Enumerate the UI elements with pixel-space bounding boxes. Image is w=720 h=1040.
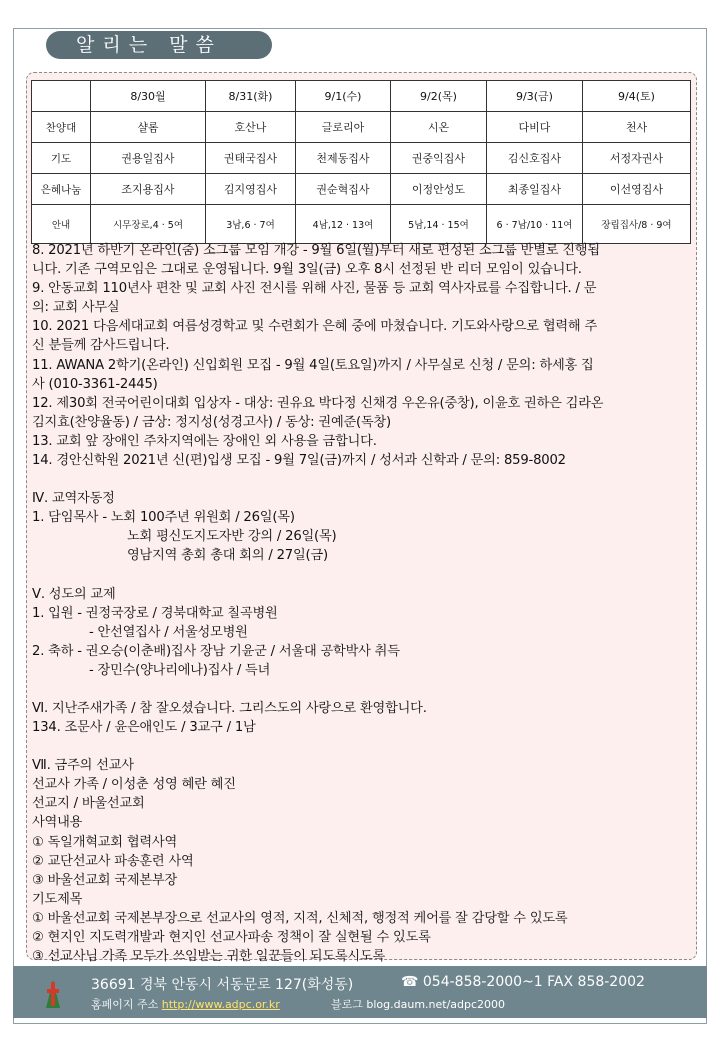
- table-header-row: [32, 81, 691, 112]
- announcement-line: 의: 교회 사무실: [32, 300, 120, 316]
- table-cell: 이선영집사: [583, 174, 691, 205]
- section-heading: Ⅴ. 성도의 교제: [32, 586, 116, 602]
- table-cell: 글로리아: [296, 112, 391, 143]
- table-cell: 권태국집사: [206, 143, 296, 174]
- row-header: 찬양대: [32, 112, 91, 143]
- announcement-line: 8. 2021년 하반기 온라인(줌) 소그룹 모임 개강 - 9월 6일(월)부터 새로 편성된 소그룹 반별로 진행됩: [32, 243, 600, 258]
- table-cell: [32, 81, 91, 112]
- blog-address: 블로그 blog.daum.net/adpc2000: [331, 998, 506, 1011]
- table-cell: 9/2(목): [391, 81, 487, 112]
- table-cell: 8/30월: [91, 81, 206, 112]
- section-heading: Ⅶ. 금주의 선교사: [32, 758, 134, 774]
- section-line: 노회 평신도지도자반 강의 / 26일(목): [127, 529, 337, 545]
- section-line: ① 바울선교회 국제본부장으로 선교사의 영적, 지적, 신체적, 행정적 케어를 잘 감당할 수 있도록: [32, 910, 568, 926]
- announcement-body: [32, 241, 696, 966]
- section-line: 1. 입원 - 권정국장로 / 경북대학교 칠곡병원: [32, 605, 278, 621]
- table-row: [32, 143, 691, 174]
- section-line: 134. 조문사 / 윤은애인도 / 3교구 / 1남: [32, 720, 256, 736]
- table-cell: 서정자권사: [583, 143, 691, 174]
- table-cell: 5남,14 · 15여: [391, 205, 487, 244]
- church-phone: ☎ 054-858-2000~1 FAX 858-2002: [401, 974, 645, 990]
- homepage-label: 홈페이지 주소: [91, 998, 159, 1011]
- table-cell: 이정안성도: [391, 174, 487, 205]
- table-cell: 시온: [391, 112, 487, 143]
- table-cell: 천제동집사: [296, 143, 391, 174]
- section-line: ③ 바울선교회 국제본부장: [32, 872, 177, 888]
- table-cell: 시무장로,4 · 5여: [91, 205, 206, 244]
- section-line: ② 현지인 지도력개발과 현지인 선교사파송 정책이 잘 실현될 수 있도록: [32, 930, 431, 945]
- table-cell: 호산나: [206, 112, 296, 143]
- table-cell: 9/4(토): [583, 81, 691, 112]
- table-cell: 9/1(수): [296, 81, 391, 112]
- footer: [13, 966, 707, 1018]
- announcement-line: 13. 교회 앞 장애인 주차지역에는 장애인 외 사용을 금합니다.: [32, 433, 377, 449]
- section-line: ③ 선교사님 가족 모두가 쓰임받는 귀한 일꾼들이 되도록시도록: [32, 949, 386, 965]
- section-heading: Ⅳ. 교역자동정: [32, 491, 115, 507]
- table-cell: 권중익집사: [391, 143, 487, 174]
- announcement-line: 10. 2021 다음세대교회 여름성경학교 및 수련회가 은혜 중에 마쳤습니다. 기도와사랑으로 협력해 주: [32, 319, 597, 335]
- announcement-line: 9. 안동교회 110년사 편찬 및 교회 사진 전시를 위해 사진, 물품 등 교회 역사자료를 수집합니다. / 문: [32, 281, 597, 297]
- section-line: 기도제목: [32, 891, 83, 907]
- church-address: 36691 경북 안동시 서동문로 127(화성동): [91, 977, 354, 993]
- table-cell: 다비다: [487, 112, 583, 143]
- table-cell: 3남,6 · 7여: [206, 205, 296, 244]
- homepage-link[interactable]: http://www.adpc.or.kr: [161, 998, 280, 1011]
- table-cell: 김지영집사: [206, 174, 296, 205]
- table-cell: 8/31(화): [206, 81, 296, 112]
- section-line: 선교지 / 바울선교회: [32, 796, 145, 812]
- announcement-line: 니다. 기존 구역모임은 그대로 운영됩니다. 9월 3일(금) 오후 8시 선정된 반 리더 모임이 있습니다.: [32, 262, 582, 278]
- table-row: [32, 112, 691, 143]
- section-line: ② 교단선교사 파송훈련 사역: [32, 853, 194, 869]
- table-cell: 조지용집사: [91, 174, 206, 205]
- announcement-line: 사 (010-3361-2445): [32, 376, 158, 392]
- table-row: [32, 174, 691, 205]
- section-line: - 장민수(양나리에나)집사 / 득녀: [89, 662, 271, 678]
- section-line: 1. 담임목사 - 노회 100주년 위원회 / 26일(목): [32, 510, 295, 526]
- page-title: 알리는 말씀: [46, 31, 272, 59]
- section-heading: Ⅵ. 지난주새가족 / 참 잘오셨습니다. 그리스도의 사랑으로 환영합니다.: [32, 700, 427, 716]
- announcement-line: 김지효(찬양율동) / 금상: 정지성(성경고사) / 동상: 권예준(독창): [32, 414, 391, 430]
- church-logo-icon: [43, 978, 63, 1010]
- table-cell: 김신호집사: [487, 143, 583, 174]
- table-cell: 장립집사/8 · 9여: [583, 205, 691, 244]
- announcement-line: 신 분들께 감사드립니다.: [32, 338, 170, 354]
- announcement-line: 12. 제30회 전국어린이대회 입상자 - 대상: 권유요 박다정 신채경 우온유(중창), 이윤호 권하은 김라온: [32, 395, 604, 411]
- section-line: 사역내용: [32, 815, 83, 831]
- table-cell: 샬롬: [91, 112, 206, 143]
- table-cell: 권순혁집사: [296, 174, 391, 205]
- row-header: 기도: [32, 143, 91, 174]
- section-line: 선교사 가족 / 이성춘 성영 혜란 혜진: [32, 777, 236, 793]
- table-cell: 권용일집사: [91, 143, 206, 174]
- table-row: [32, 205, 691, 244]
- announcement-line: 11. AWANA 2학기(온라인) 신입회원 모집 - 9월 4일(토요일)까지 / 사무실로 신청 / 문의: 하세홍 집: [32, 357, 594, 373]
- row-header: 은혜나눔: [32, 174, 91, 205]
- homepage-info: [91, 996, 280, 1012]
- table-cell: 9/3(금): [487, 81, 583, 112]
- section-line: ① 독일개혁교회 협력사역: [32, 834, 177, 850]
- section-line: 2. 축하 - 권오승(이춘배)집사 장남 기윤군 / 서울대 공학박사 취득: [32, 643, 400, 659]
- row-header: 안내: [32, 205, 91, 244]
- announcement-line: 14. 경안신학원 2021년 신(편)입생 모집 - 9월 7일(금)까지 / 성서과 신학과 / 문의: 859-8002: [32, 453, 566, 469]
- table-cell: 천사: [583, 112, 691, 143]
- table-cell: 6 · 7남/10 · 11여: [487, 205, 583, 244]
- table-cell: 최종일집사: [487, 174, 583, 205]
- section-line: - 안선열집사 / 서울성모병원: [89, 624, 248, 640]
- schedule-table: [31, 80, 691, 244]
- table-cell: 4남,12 · 13여: [296, 205, 391, 244]
- section-line: 영남지역 총회 총대 회의 / 27일(금): [127, 548, 328, 564]
